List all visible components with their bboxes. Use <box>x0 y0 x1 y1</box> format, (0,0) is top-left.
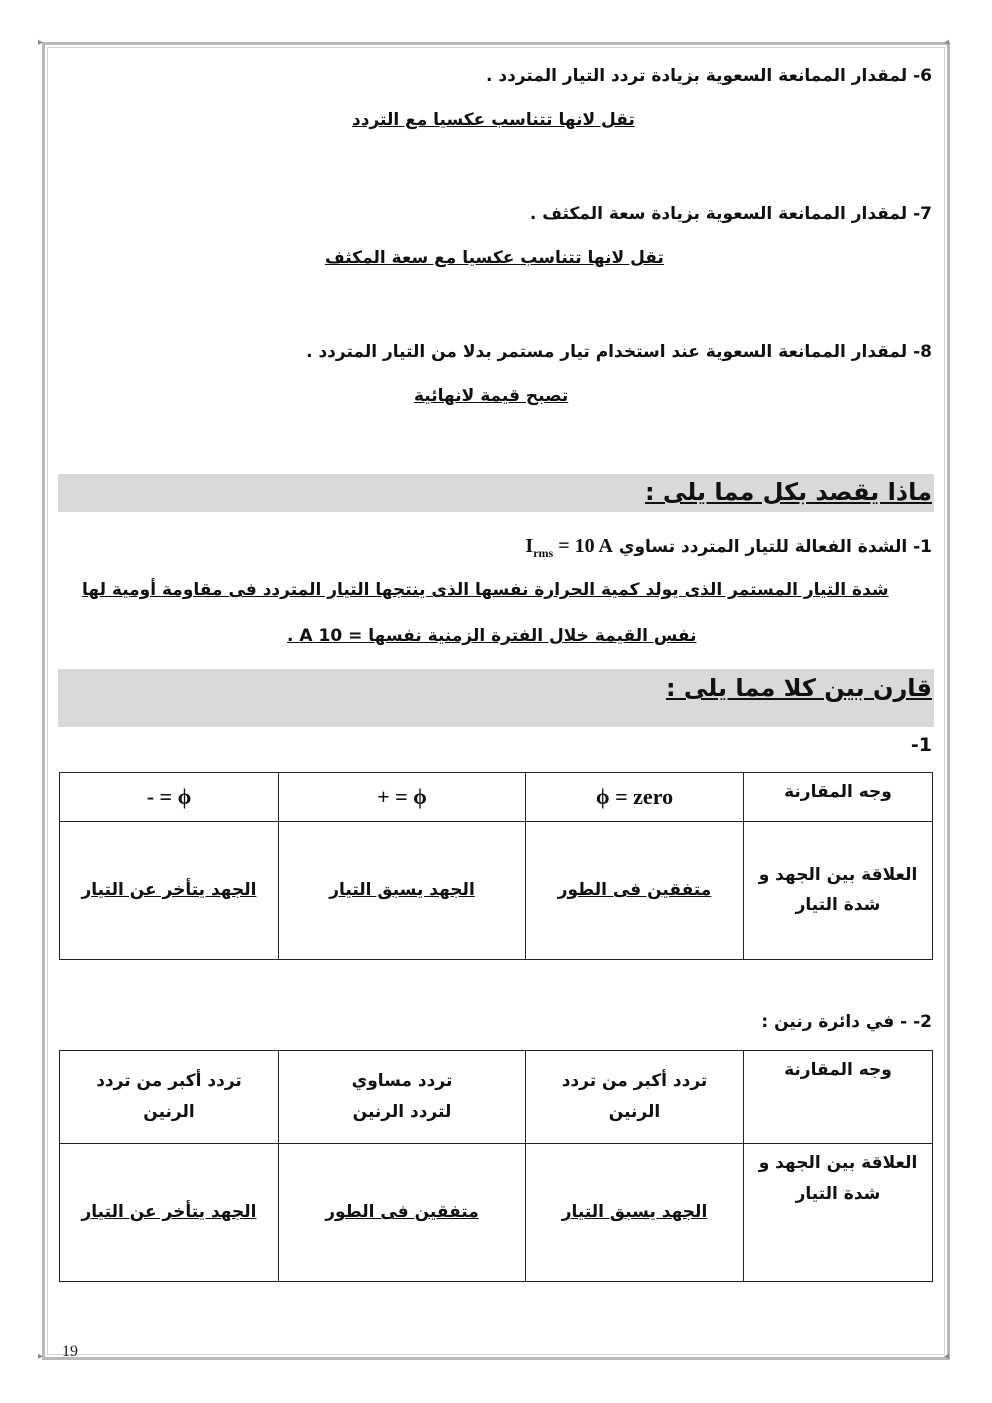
table-header-cell: وجه المقارنة <box>744 773 933 822</box>
table-header-cell <box>60 773 279 822</box>
answer-6: تقل لانها تتناسب عكسيا مع التردد <box>352 110 635 130</box>
table-header-cell <box>60 1051 279 1144</box>
table-row <box>60 1144 933 1282</box>
header-line: الرنين <box>143 1102 195 1122</box>
corner-ornament-icon: ◂ <box>944 1351 950 1362</box>
table-row-label <box>744 821 933 959</box>
row-label-line1: العلاقة بين الجهد و <box>758 864 918 885</box>
table-cell <box>279 821 526 959</box>
irms-symbol: I <box>525 535 534 557</box>
answer-7: تقل لانها تتناسب عكسيا مع سعة المكثف <box>325 248 664 268</box>
table-cell <box>60 821 279 959</box>
question-7: 7- لمقدار الممانعة السعوية بزيادة سعة المكثف . <box>529 204 932 224</box>
header-line: تردد أكبر من تردد <box>561 1071 708 1092</box>
page-number: 19 <box>62 1343 78 1360</box>
table-header-cell <box>526 1051 744 1144</box>
header-line: لتردد الرنين <box>352 1102 452 1122</box>
corner-ornament-icon: ▸ <box>38 1351 44 1362</box>
table-header-cell <box>526 773 744 822</box>
irms-value: = 10 A <box>558 535 613 557</box>
definition-answer-line1: شدة التيار المستمر الذى يولد كمية الحرارة نفسها الذى ينتجها التيار المتردد فى مقاومة أومية لها <box>82 580 889 600</box>
table-cell-text: متفقين فى الطور <box>325 1202 479 1223</box>
table-row-label <box>744 1144 933 1282</box>
question-8: 8- لمقدار الممانعة السعوية عند استخدام تيار مستمر بدلا من التيار المتردد . <box>306 342 932 362</box>
row-label-line2: شدة التيار <box>795 895 881 916</box>
comparison-table-phase <box>59 772 933 960</box>
phase-zero-label: ϕ = zero <box>595 784 674 809</box>
phase-negative-label: ϕ = - <box>146 784 192 809</box>
table-header-cell <box>279 773 526 822</box>
phase-positive-label: ϕ = + <box>377 784 427 809</box>
table-header-row <box>60 1051 933 1144</box>
table1-number: -1 <box>910 734 932 756</box>
table-cell-text: الجهد يتأخر عن التيار <box>81 1202 257 1223</box>
definition-item-1-text: 1- الشدة الفعالة للتيار المتردد تساوي <box>618 537 932 557</box>
table-cell <box>60 1144 279 1282</box>
table-cell <box>526 821 744 959</box>
table-header-cell: وجه المقارنة <box>744 1051 933 1144</box>
header-line: تردد مساوي <box>351 1071 453 1092</box>
table-cell <box>279 1144 526 1282</box>
section-title-definitions: ماذا يقصد بكل مما يلى : <box>644 478 932 506</box>
question-6: 6- لمقدار الممانعة السعوية بزيادة تردد التيار المتردد . <box>485 66 932 86</box>
row-label-line2: شدة التيار <box>795 1183 881 1204</box>
header-line: تردد أكبر من تردد <box>96 1071 242 1092</box>
table-header-row <box>60 773 933 822</box>
answer-8: تصبح قيمة لانهائية <box>414 386 569 406</box>
section-title-compare: قارن بين كلا مما يلى : <box>665 674 932 702</box>
header-line: الرنين <box>608 1102 661 1122</box>
table-cell-text: متفقين فى الطور <box>557 879 712 900</box>
table1-label <box>911 734 932 756</box>
table-row <box>60 821 933 959</box>
row-label-line1: العلاقة بين الجهد و <box>758 1153 918 1173</box>
table-header-cell <box>279 1051 526 1144</box>
irms-expression <box>525 535 613 560</box>
definition-answer-line2: نفس القيمة خلال الفترة الزمنية نفسها = 10 A . <box>287 626 697 646</box>
table-cell-text: الجهد يسبق التيار <box>329 879 475 900</box>
corner-ornament-icon: ◂ <box>944 37 950 48</box>
table2-label: 2- - في دائرة رنين : <box>761 1012 932 1032</box>
comparison-table-resonance <box>59 1050 933 1282</box>
table-cell-text: الجهد يتأخر عن التيار <box>81 879 257 900</box>
irms-subscript: rms <box>533 546 554 560</box>
definition-item-1 <box>525 535 932 561</box>
table-cell-text: الجهد يسبق التيار <box>561 1202 708 1223</box>
table-cell <box>526 1144 744 1282</box>
corner-ornament-icon: ▸ <box>38 37 44 48</box>
